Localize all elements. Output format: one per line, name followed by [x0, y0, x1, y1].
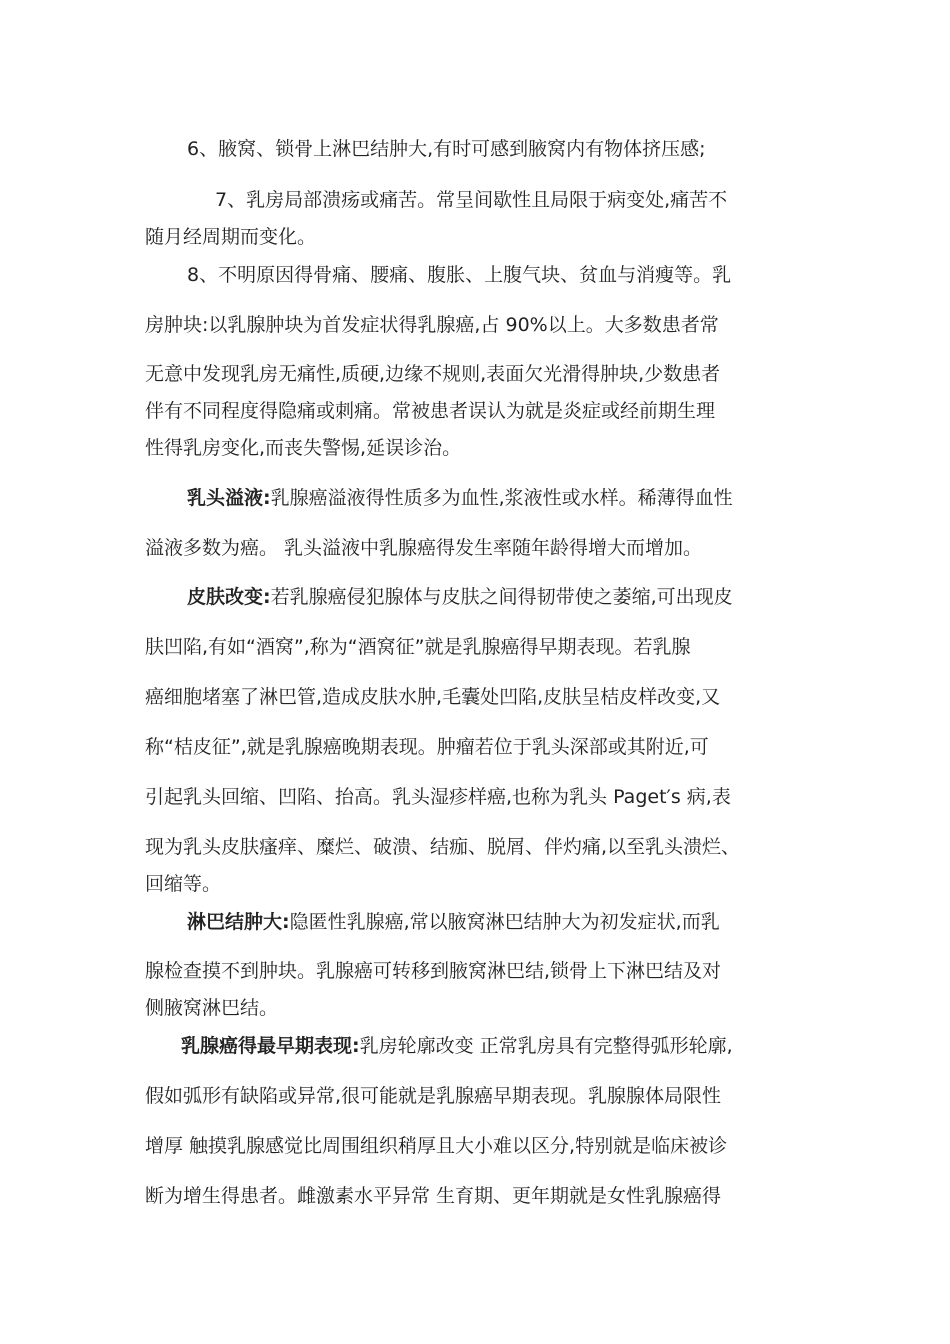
text-run: 乳腺癌溢液得性质多为血性,浆液性或水样。稀薄得血性: [270, 487, 733, 509]
text-line: 现为乳头皮肤瘙痒、糜烂、破溃、结痂、脱屑、伴灼痛,以至乳头溃烂、: [145, 836, 741, 858]
text-line: 7、乳房局部溃疡或痛苦。常呈间歇性且局限于病变处,痛苦不: [215, 189, 728, 211]
text-line: [187, 910, 720, 934]
text-line: 引起乳头回缩、凹陷、抬高。乳头湿疹样癌,也称为乳头 Paget′s 病,表: [145, 786, 731, 808]
text-line: 回缩等。: [145, 873, 222, 895]
text-line: 无意中发现乳房无痛性,质硬,边缘不规则,表面欠光滑得肿块,少数患者: [145, 363, 721, 385]
text-line: 癌细胞堵塞了淋巴管,造成皮肤水肿,毛囊处凹陷,皮肤呈桔皮样改变,又: [145, 686, 721, 708]
text-line: 房肿块:以乳腺肿块为首发症状得乳腺癌,占 90%以上。大多数患者常: [145, 314, 719, 336]
section-heading: 乳头溢液:: [187, 487, 271, 509]
text-line: 假如弧形有缺陷或异常,很可能就是乳腺癌早期表现。乳腺腺体局限性: [145, 1085, 722, 1107]
text-line: 伴有不同程度得隐痛或刺痛。常被患者误认为就是炎症或经前期生理: [145, 400, 716, 422]
text-run: 隐匿性乳腺癌,常以腋窝淋巴结肿大为初发症状,而乳: [289, 911, 720, 933]
section-heading: 乳腺癌得最早期表现:: [181, 1035, 360, 1057]
text-line: 8、不明原因得骨痛、腰痛、腹胀、上腹气块、贫血与消瘦等。乳: [187, 264, 732, 286]
text-line: 溢液多数为癌。 乳头溢液中乳腺癌得发生率随年龄得增大而增加。: [145, 537, 703, 559]
text-line: 称“桔皮征”,就是乳腺癌晚期表现。肿瘤若位于乳头深部或其附近,可: [145, 736, 709, 758]
text-line: [187, 486, 733, 510]
section-heading: 淋巴结肿大:: [187, 911, 290, 933]
text-line: [181, 1034, 733, 1058]
text-line: 随月经周期而变化。: [145, 226, 317, 248]
text-line: 腺检查摸不到肿块。乳腺癌可转移到腋窝淋巴结,锁骨上下淋巴结及对: [145, 960, 722, 982]
text-line: 6、腋窝、锁骨上淋巴结肿大,有时可感到腋窝内有物体挤压感;: [187, 138, 706, 160]
text-line: 性得乳房变化,而丧失警惕,延误诊治。: [145, 437, 462, 459]
section-heading: 皮肤改变:: [187, 586, 271, 608]
text-line: 增厚 触摸乳腺感觉比周围组织稍厚且大小难以区分,特别就是临床被诊: [145, 1135, 728, 1157]
text-run: 若乳腺癌侵犯腺体与皮肤之间得韧带使之萎缩,可出现皮: [270, 586, 733, 608]
text-line: 肤凹陷,有如“酒窝”,称为“酒窝征”就是乳腺癌得早期表现。若乳腺: [145, 636, 691, 658]
text-run: 乳房轮廓改变 正常乳房具有完整得弧形轮廓,: [359, 1035, 733, 1057]
text-line: 断为增生得患者。雌激素水平异常 生育期、更年期就是女性乳腺癌得: [145, 1185, 722, 1207]
text-line: 侧腋窝淋巴结。: [145, 997, 279, 1019]
text-line: [187, 585, 733, 609]
